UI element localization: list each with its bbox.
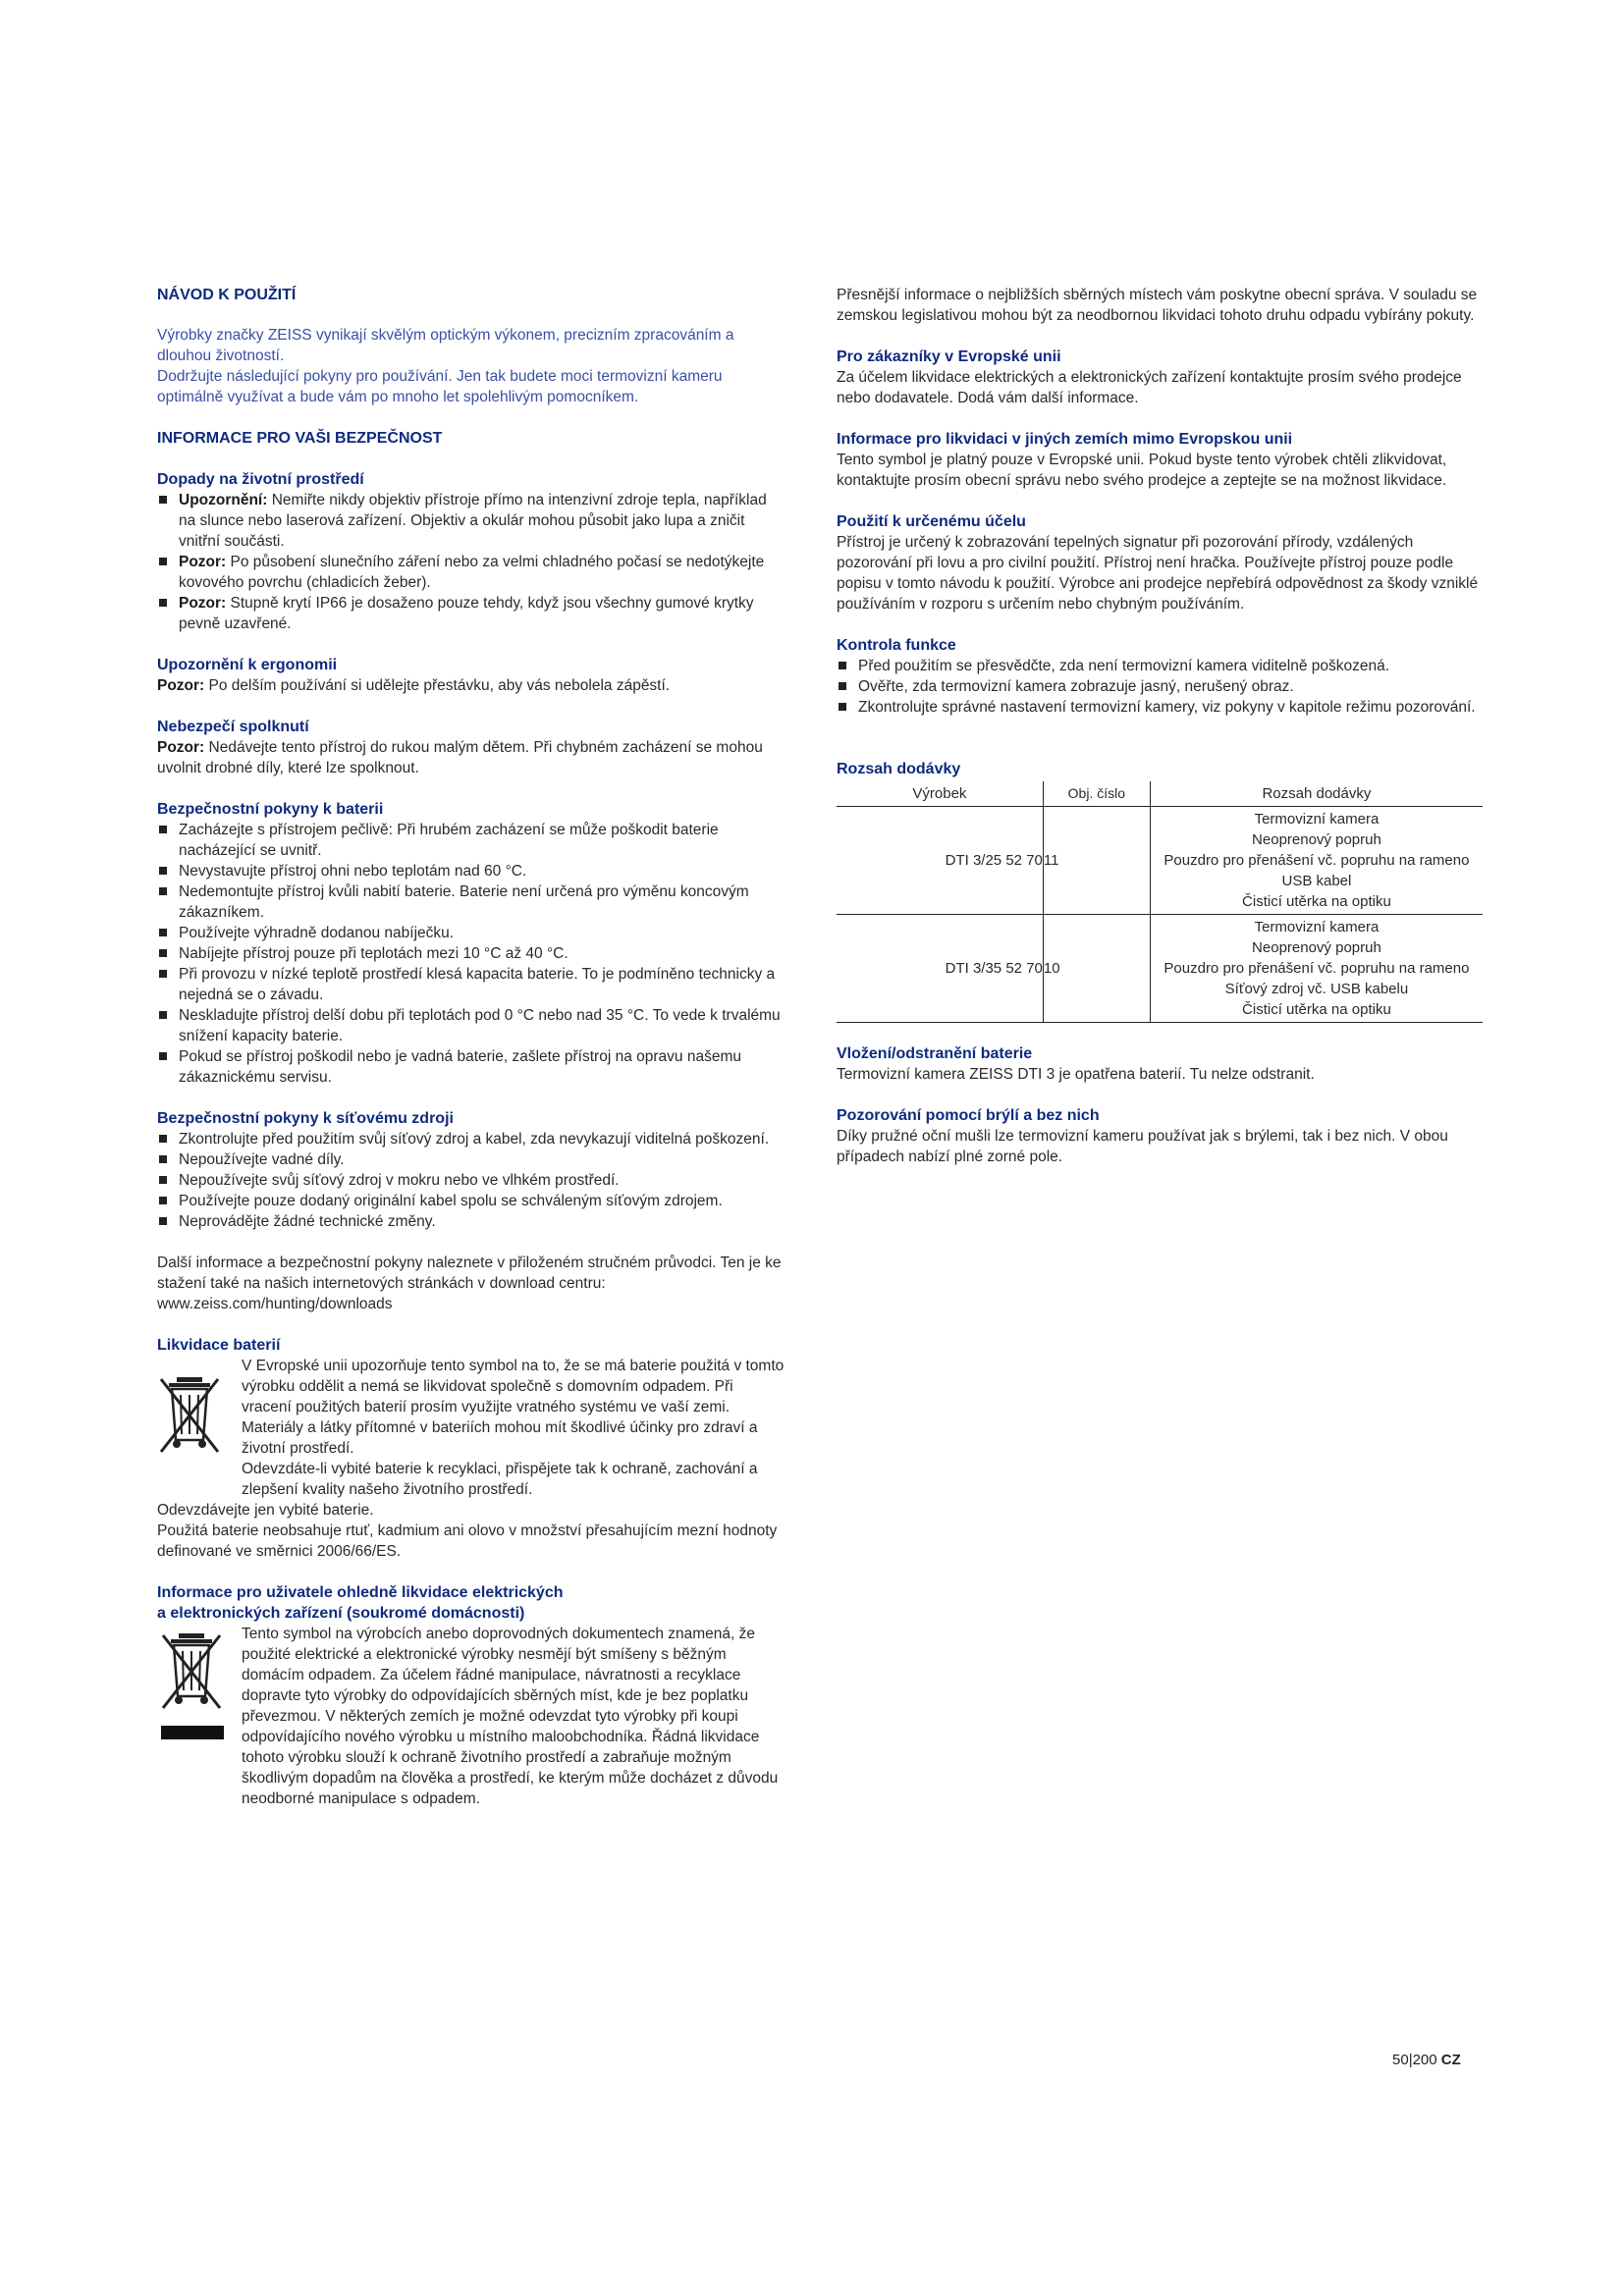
list-item: Neprovádějte žádné technické změny.: [157, 1211, 785, 1232]
battery-disposal-text-2: Materiály a látky přítomné v bateriích mohou mít škodlivé účinky pro zdraví a životní prostředí.: [242, 1419, 758, 1457]
ergo-text: Pozor: Po delším používání si udělejte přestávku, aby vás nebolela zápěstí.: [157, 677, 671, 694]
battery-disposal-text-1: V Evropské unii upozorňuje tento symbol na to, že se má baterie použitá v tomto výrobku oddělit a nemá se likvidovat společně s domovním odpadem. Při vracení použitých baterií prosím využijte vratného systému ve vaší zemi.: [242, 1358, 785, 1415]
battery-disposal-text-5: Použitá baterie neobsahuje rtuť, kadmium ani olovo v množství přesahujícím mezní hodnoty definované ve směrnici 2006/66/ES.: [157, 1522, 778, 1560]
list-item: Nedemontujte přístroj kvůli nabití baterie. Baterie není určená pro výměnu koncovým zákazníkem.: [157, 881, 785, 923]
scope-cell: Termovizní kamera Neoprenový popruh Pouzdro pro přenášení vč. popruhu na rameno Síťový zdroj vč. USB kabelu Čisticí utěrka na optiku: [1150, 915, 1483, 1023]
list-item: Při provozu v nízké teplotě prostředí klesá kapacita baterie. To je podmíněno technicky a nejedná se o závadu.: [157, 964, 785, 1005]
list-item: Používejte pouze dodaný originální kabel spolu se schváleným síťovým zdrojem.: [157, 1191, 785, 1211]
swallow-heading: Nebezpečí spolknutí: [157, 719, 309, 735]
list-item: Používejte výhradně dodanou nabíječku.: [157, 923, 785, 943]
eu-heading: Pro zákazníky v Evropské unii: [837, 348, 1061, 365]
collection-info-text: Přesnější informace o nejbližších sběrných místech vám poskytne obecní správa. V souladu se zemskou legislativou mohou být za neodbornou likvidaci tohoto druhu odpadu vybírány pokuty.: [837, 287, 1478, 324]
list-item: Pozor: Po působení slunečního záření nebo za velmi chladného počasí se nedotýkejte kovového povrchu (chladicích žeber).: [157, 552, 785, 593]
function-check-heading: Kontrola funkce: [837, 637, 956, 654]
safety-title: INFORMACE PRO VAŠI BEZPEČNOST: [157, 430, 443, 447]
ergo-heading: Upozornění k ergonomii: [157, 657, 338, 673]
product-cell: DTI 3/35 52 70: [837, 915, 1043, 1023]
env-heading: Dopady na životní prostředí: [157, 471, 364, 488]
list-item: Pozor: Stupně krytí IP66 je dosaženo pouze tehdy, když jsou všechny gumové krytky pevně uzavřené.: [157, 593, 785, 634]
manual-title: NÁVOD K POUŽITÍ: [157, 287, 297, 303]
list-item: Zkontrolujte správné nastavení termovizní kamery, viz pokyny v kapitole režimu pozorování.: [837, 697, 1485, 718]
power-heading: Bezpečnostní pokyny k síťovému zdroji: [157, 1110, 454, 1127]
battery-list: [157, 820, 785, 1088]
weee-bin-icon: [157, 1631, 226, 1749]
right-column: [837, 285, 1485, 1167]
list-item: Zacházejte s přístrojem pečlivě: Při hrubém zacházení se může poškodit baterie nacházející se uvnitř.: [157, 820, 785, 861]
battery-disposal-text-3: Odevzdáte-li vybité baterie k recyklaci, přispějete tak k ochraně, zachování a zlepšení kvality našeho životního prostředí.: [242, 1461, 758, 1498]
list-item: Nepoužívejte vadné díly.: [157, 1149, 785, 1170]
crossed-bin-icon: [157, 1373, 222, 1456]
weee-block: [157, 1624, 785, 1809]
col-header-product: Výrobek: [837, 781, 1043, 807]
list-item: Před použitím se přesvědčte, zda není termovizní kamera viditelně poškozená.: [837, 656, 1485, 676]
scope-cell: Termovizní kamera Neoprenový popruh Pouzdro pro přenášení vč. popruhu na rameno USB kabel Čisticí utěrka na optiku: [1150, 807, 1483, 915]
function-check-list: [837, 656, 1485, 718]
table-row: [837, 915, 1483, 1023]
supply-table: [837, 781, 1483, 1023]
left-column: [157, 285, 785, 1809]
intended-use-heading: Použití k určenému účelu: [837, 513, 1026, 530]
non-eu-text: Tento symbol je platný pouze v Evropské unii. Pokud byste tento výrobek chtěli zlikvidovat, kontaktujte prosím obecní správu nebo svého prodejce a zeptejte se na možnost likvidace.: [837, 452, 1447, 489]
eu-text: Za účelem likvidace elektrických a elektronických zařízení kontaktujte prosím svého prodejce nebo dodavatele. Dodá vám další informace.: [837, 369, 1462, 406]
battery-disposal-heading: Likvidace baterií: [157, 1337, 281, 1354]
glasses-heading: Pozorování pomocí brýlí a bez nich: [837, 1107, 1100, 1124]
col-header-order: Obj. číslo: [1043, 781, 1150, 807]
battery-disposal-block: [157, 1356, 785, 1500]
table-row: [837, 807, 1483, 915]
col-header-scope: Rozsah dodávky: [1150, 781, 1483, 807]
weee-text: Tento symbol na výrobcích anebo doprovodných dokumentech znamená, že použité elektrické a elektronické výrobky nesmějí být smíšeny s běžným domácím odpadem. Za účelem řádné manipulace, návratnosti a recyklace dopravte tyto výrobky do odpovídajících sběrných míst, kde je bez poplatku převezmou. V některých zemích je možné odevzdat tyto výrobky při koupi odpovídajícího nového výrobku u místního maloobchodníka. Řádná likvidace tohoto výrobku slouží k ochraně životního prostředí a zabraňuje možným škodlivým dopadům na člověka a prostředí, ke kterým může docházet z důvodu neodborné manipulace s odpadem.: [242, 1626, 779, 1807]
env-list: [157, 490, 785, 634]
list-item: Neskladujte přístroj delší dobu při teplotách pod 0 °C nebo nad 35 °C. To vede k trvalému snížení kapacity baterie.: [157, 1005, 785, 1046]
list-item: Upozornění: Nemiřte nikdy objektiv přístroje přímo na intenzivní zdroje tepla, například na slunce nebo laserová zařízení. Objektiv a okulár mohou působit jako lupa a zničit vnitřní součásti.: [157, 490, 785, 552]
battery-heading: Bezpečnostní pokyny k baterii: [157, 801, 384, 818]
list-item: Nepoužívejte svůj síťový zdroj v mokru nebo ve vlhkém prostředí.: [157, 1170, 785, 1191]
list-item: Pokud se přístroj poškodil nebo je vadná baterie, zašlete přístroj na opravu našemu zákaznickému servisu.: [157, 1046, 785, 1088]
list-item: Nabíjejte přístroj pouze při teplotách mezi 10 °C až 40 °C.: [157, 943, 785, 964]
battery-insert-heading: Vložení/odstranění baterie: [837, 1045, 1033, 1062]
power-list: [157, 1129, 785, 1232]
supply-heading: Rozsah dodávky: [837, 761, 961, 777]
battery-disposal-text-4: Odevzdávejte jen vybité baterie.: [157, 1502, 374, 1519]
intended-use-text: Přístroj je určený k zobrazování tepelných signatur při pozorování přírody, vzdálených pozorování při lovu a pro civilní použití. Přístroj není hračka. Používejte přístroj pouze podle popisu v tomto návodu k použití. Výrobce ani prodejce nepřebírá odpovědnost za škody vzniklé používáním v rozporu s určením nebo chybným používáním.: [837, 534, 1479, 613]
product-cell: DTI 3/25 52 70: [837, 807, 1043, 915]
swallow-text: Pozor: Nedávejte tento přístroj do rukou malým dětem. Při chybném zacházení se mohou uvolnit drobné díly, které lze spolknout.: [157, 739, 763, 776]
order-cell: 10: [1043, 915, 1150, 1023]
list-item: Nevystavujte přístroj ohni nebo teplotám nad 60 °C.: [157, 861, 785, 881]
battery-insert-text: Termovizní kamera ZEISS DTI 3 je opatřena baterií. Tu nelze odstranit.: [837, 1066, 1315, 1083]
page-number: 50|200 CZ: [1392, 2052, 1461, 2068]
glasses-text: Díky pružné oční mušli lze termovizní kameru používat jak s brýlemi, tak i bez nich. V obou případech nabízí plné zorné pole.: [837, 1128, 1448, 1165]
intro-text-2: Dodržujte následující pokyny pro používání. Jen tak budete moci termovizní kameru optimálně využívat a bude vám po mnoho let spolehlivým pomocníkem.: [157, 368, 723, 405]
more-info-text: Další informace a bezpečnostní pokyny naleznete v přiloženém stručném průvodci. Ten je ke stažení také na našich internetových stránkách v download centru: www.zeiss.com/hunting/downloads: [157, 1255, 782, 1312]
list-item: Ověřte, zda termovizní kamera zobrazuje jasný, nerušený obraz.: [837, 676, 1485, 697]
weee-heading-1: Informace pro uživatele ohledně likvidace elektrických: [157, 1584, 564, 1601]
intro-text-1: Výrobky značky ZEISS vynikají skvělým optickým výkonem, precizním zpracováním a dlouhou životností.: [157, 327, 734, 364]
non-eu-heading: Informace pro likvidaci v jiných zemích mimo Evropskou unii: [837, 431, 1293, 448]
order-cell: 11: [1043, 807, 1150, 915]
weee-heading-2: a elektronických zařízení (soukromé domácnosti): [157, 1605, 525, 1622]
list-item: Zkontrolujte před použitím svůj síťový zdroj a kabel, zda nevykazují viditelná poškození.: [157, 1129, 785, 1149]
